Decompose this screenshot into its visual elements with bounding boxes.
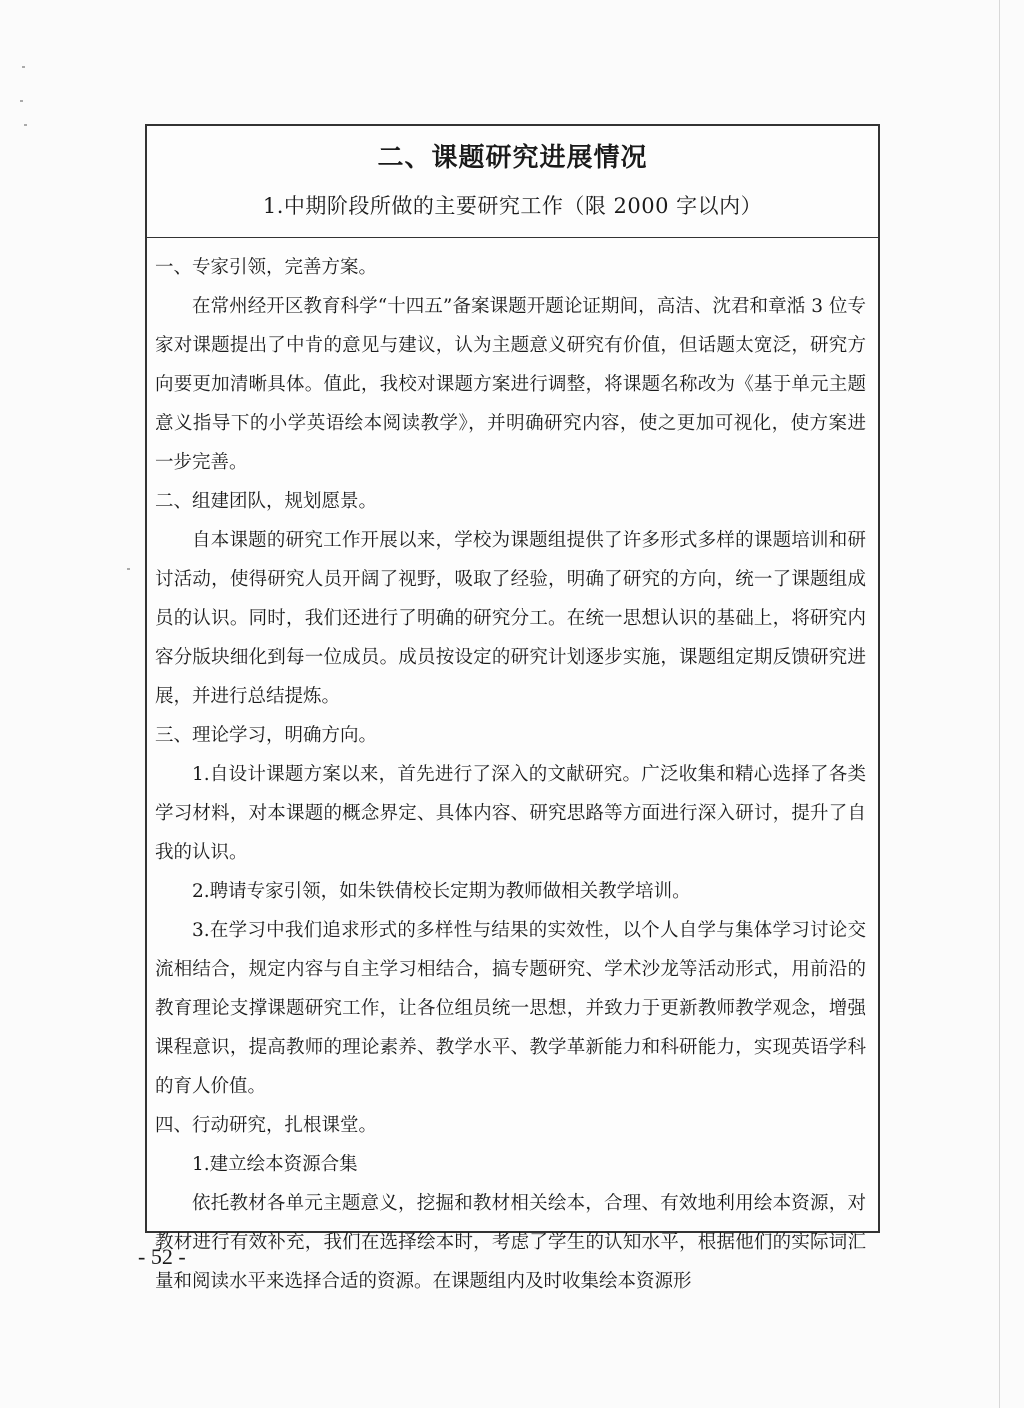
scan-mark [24, 124, 27, 126]
body-paragraph: 在常州经开区教育科学“十四五”备案课题开题论证期间，高洁、沈君和章湉 3 位专家对课题提出了中肯的意见与建议，认为主题意义研究有价值，但话题太宽泛，研究方向要更加清晰具体。值此，我校对课题方案进行调整，将课题名称改为《基于单元主题意义指导下的小学英语绘本阅读教学》，并明确研究内容，使之更加可视化，使方案进一步完善。 [155, 296, 866, 473]
body-paragraph: 2.聘请专家引领，如朱铁倩校长定期为教师做相关教学培训。 [192, 881, 691, 902]
body-paragraph: 依托教材各单元主题意义，挖掘和教材相关绘本，合理、有效地利用绘本资源，对教材进行有效补充，我们在选择绘本时，考虑了学生的认知水平，根据他们的实际词汇量和阅读水平来选择合适的资源。在课题组内及时收集绘本资源形 [155, 1193, 866, 1292]
scan-mark [22, 66, 25, 68]
scan-mark [20, 100, 23, 102]
body-content [147, 238, 878, 1301]
heading-2: 二、组建团队，规划愿景。 [155, 491, 378, 512]
heading-1: 一、专家引领，完善方案。 [155, 257, 378, 278]
page-number: - 52 - [138, 1244, 186, 1269]
heading-4: 四、行动研究，扎根课堂。 [155, 1115, 378, 1136]
body-paragraph: 3.在学习中我们追求形式的多样性与结果的实效性，以个人自学与集体学习讨论交流相结合，规定内容与自主学习相结合，搞专题研究、学术沙龙等活动形式，用前沿的教育理论支撑课题研究工作，让各位组员统一思想，并致力于更新教师教学观念，增强课程意识，提高教师的理论素养、教学水平、教学革新能力和科研能力，实现英语学科的育人价值。 [155, 920, 866, 1097]
body-paragraph: 1.自设计课题方案以来，首先进行了深入的文献研究。广泛收集和精心选择了各类学习材料，对本课题的概念界定、具体内容、研究思路等方面进行深入研讨，提升了自我的认识。 [155, 764, 866, 863]
body-paragraph: 自本课题的研究工作开展以来，学校为课题组提供了许多形式多样的课题培训和研讨活动，使得研究人员开阔了视野，吸取了经验，明确了研究的方向，统一了课题组成员的认识。同时，我们还进行了明确的研究分工。在统一思想认识的基础上，将研究内容分版块细化到每一位成员。成员按设定的研究计划逐步实施，课题组定期反馈研究进展，并进行总结提炼。 [155, 530, 866, 707]
subtitle: 1.中期阶段所做的主要研究工作（限 2000 字以内） [262, 194, 763, 218]
table-header [147, 126, 878, 238]
page-edge [999, 0, 1000, 1408]
section-title: 二、课题研究进展情况 [377, 143, 648, 173]
scan-mark [127, 568, 130, 570]
sub-heading: 1.建立绘本资源合集 [192, 1154, 358, 1175]
heading-3: 三、理论学习，明确方向。 [155, 725, 378, 746]
